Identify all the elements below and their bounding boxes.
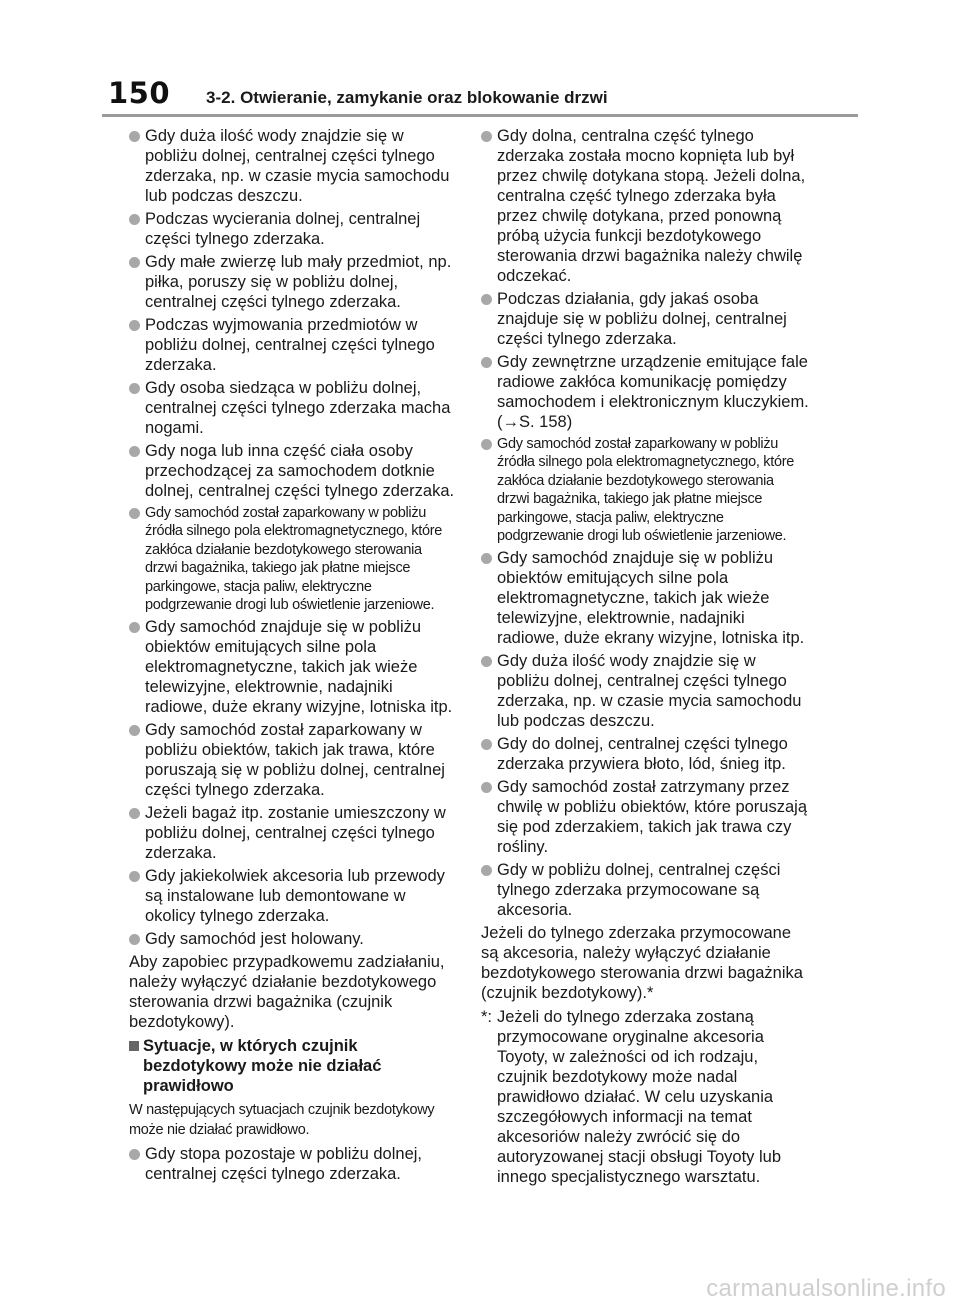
list-item: Gdy samochód znajduje się w pobliżu obiektów emitujących silne pola elektromagnetyczne, takich jak wieże telewizyjne, elektrownie, nadajniki radiowe, duże ekrany wizyjne, lotniska itp.	[129, 617, 457, 717]
watermark: carmanualsonline.info	[706, 1275, 946, 1302]
list-item: Gdy samochód został zaparkowany w pobliżu obiektów, takich jak trawa, które poruszają się w pobliżu dolnej, centralnej części tylnego zderzaka.	[129, 720, 457, 800]
list-item: Gdy samochód został zaparkowany w pobliżu źródła silnego pola elektromagnetycznego, które zakłóca działanie bezdotykowego sterowania drzwi bagażnika, takiego jak płatne miejsce parkingowe, stacja paliw, elektryczne podgrzewanie drogi lub oświetlenie jarzeniowe.	[129, 504, 457, 614]
list-item: Gdy zewnętrzne urządzenie emitujące fale radiowe zakłóca komunikację pomiędzy samochodem i elektronicznym kluczykiem. (→S. 158)	[481, 352, 809, 432]
list-item: Gdy małe zwierzę lub mały przedmiot, np. piłka, poruszy się w pobliżu dolnej, centralnej części tylnego zderzaka.	[129, 252, 457, 312]
list-item: Gdy dolna, centralna część tylnego zderzaka została mocno kopnięta lub był przez chwilę dotykana stopą. Jeżeli dolna, centralna część tylnego zderzaka była przez chwilę dotykana, przed ponowną próbą użycia funkcji bezdotykowego sterowania drzwi bagażnika należy chwilę odczekać.	[481, 126, 809, 286]
list-item: Gdy noga lub inna część ciała osoby przechodzącej za samochodem dotknie dolnej, centralnej części tylnego zderzaka.	[129, 441, 457, 501]
footnote	[481, 1007, 809, 1187]
list-item: Gdy w pobliżu dolnej, centralnej części tylnego zderzaka przymocowane są akcesoria.	[481, 860, 809, 920]
section-title: 3-2. Otwieranie, zamykanie oraz blokowanie drzwi	[206, 88, 608, 107]
list-item: Gdy duża ilość wody znajdzie się w pobliżu dolnej, centralnej części tylnego zderzaka, np. w czasie mycia samochodu lub podczas deszczu.	[481, 651, 809, 731]
list-item: Gdy do dolnej, centralnej części tylnego zderzaka przywiera błoto, lód, śnieg itp.	[481, 734, 809, 774]
left-column	[129, 126, 457, 1187]
list-item: Gdy samochód znajduje się w pobliżu obiektów emitujących silne pola elektromagnetyczne, takich jak wieże telewizyjne, elektrownie, nadajniki radiowe, duże ekrany wizyjne, lotniska itp.	[481, 548, 809, 648]
footnote-text: Jeżeli do tylnego zderzaka zostaną przymocowane oryginalne akcesoria Toyoty, w zależności od ich rodzaju, czujnik bezdotykowy może nadal prawidłowo działać. W celu uzyskania szczegółowych informacji na temat akcesoriów należy zwrócić się do autoryzowanej stacji obsługi Toyoty lub innego specjalistycznego warsztatu.	[497, 1008, 782, 1187]
page-header	[108, 76, 608, 110]
header-rule	[102, 114, 858, 117]
list-item: Gdy samochód został zatrzymany przez chwilę w pobliżu obiektów, które poruszają się pod zderzakiem, takich jak trawa czy rośliny.	[481, 777, 809, 857]
subheading: Sytuacje, w których czujnik bezdotykowy może nie działać prawidłowo	[129, 1036, 457, 1096]
list-item: Gdy stopa pozostaje w pobliżu dolnej, centralnej części tylnego zderzaka.	[129, 1144, 457, 1184]
list-item: Jeżeli bagaż itp. zostanie umieszczony w pobliżu dolnej, centralnej części tylnego zderzaka.	[129, 803, 457, 863]
list-item: Podczas wyjmowania przedmiotów w pobliżu dolnej, centralnej części tylnego zderzaka.	[129, 315, 457, 375]
intro-paragraph: W następujących sytuacjach czujnik bezdotykowy może nie działać prawidłowo.	[129, 1102, 435, 1139]
body-paragraph: Aby zapobiec przypadkowemu zadziałaniu, należy wyłączyć działanie bezdotykowego sterowania drzwi bagażnika (czujnik bezdotykowy).	[129, 953, 445, 1032]
list-item: Gdy samochód jest holowany.	[129, 929, 457, 949]
footnote-mark: *:	[481, 1008, 493, 1027]
page-number: 150	[108, 76, 171, 110]
list-item: Gdy jakiekolwiek akcesoria lub przewody są instalowane lub demontowane w okolicy tylnego zderzaka.	[129, 866, 457, 926]
list-item: Gdy osoba siedząca w pobliżu dolnej, centralnej części tylnego zderzaka macha nogami.	[129, 378, 457, 438]
right-column	[481, 126, 809, 1187]
body-paragraph: Jeżeli do tylnego zderzaka przymocowane są akcesoria, należy wyłączyć działanie bezdotykowego sterowania drzwi bagażnika (czujnik bezdotykowy).*	[481, 924, 803, 1003]
list-item: Gdy samochód został zaparkowany w pobliżu źródła silnego pola elektromagnetycznego, które zakłóca działanie bezdotykowego sterowania drzwi bagażnika, takiego jak płatne miejsce parkingowe, stacja paliw, elektryczne podgrzewanie drogi lub oświetlenie jarzeniowe.	[481, 435, 809, 545]
list-item: Podczas wycierania dolnej, centralnej części tylnego zderzaka.	[129, 209, 457, 249]
list-item: Podczas działania, gdy jakaś osoba znajduje się w pobliżu dolnej, centralnej części tylnego zderzaka.	[481, 289, 809, 349]
list-item: Gdy duża ilość wody znajdzie się w pobliżu dolnej, centralnej części tylnego zderzaka, np. w czasie mycia samochodu lub podczas deszczu.	[129, 126, 457, 206]
